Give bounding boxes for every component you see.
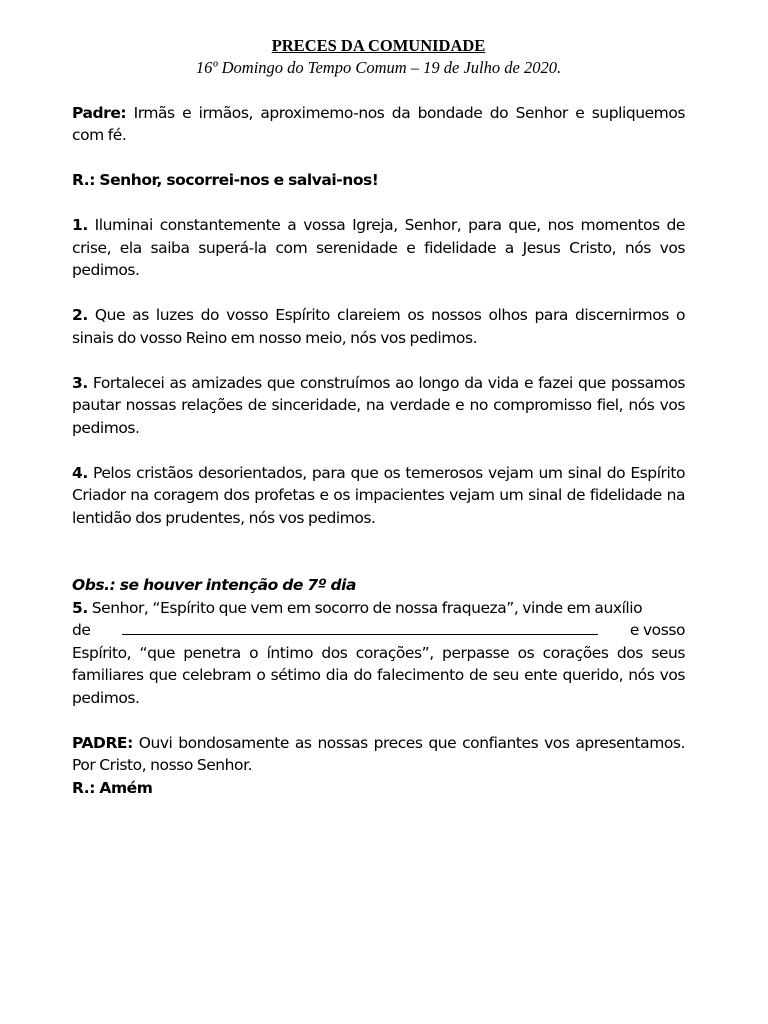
closing-paragraph — [72, 732, 685, 777]
prayer-text: Fortalecei as amizades que construímos ao longo da vida e fazei que possamos pautar nossas relações de sinceridade, na verdade e no compromisso fiel, nós vos pedimos. — [72, 373, 685, 437]
document-subtitle: 16º Domingo do Tempo Comum – 19 de Julho de 2020. — [195, 58, 562, 77]
blank-suffix: e vosso — [629, 621, 685, 639]
prayer-text: Iluminai constantemente a vossa Igreja, Senhor, para que, nos momentos de crise, ela saiba superá-la com serenidade e fidelidade a Jesus Cristo, nós vos pedimos. — [72, 216, 685, 279]
prayer-text: Que as luzes do vosso Espírito clareiem os nossos olhos para discernirmos o sinais do vosso Reino em nosso meio, nós vos pedimos. — [72, 306, 685, 347]
intro-speaker: Padre: — [72, 103, 127, 122]
prayer-number: 2. — [72, 306, 88, 324]
closing-speaker: PADRE: — [72, 733, 133, 752]
name-blank-field — [122, 620, 598, 635]
obs-heading: Obs.: se houver intenção de 7º dia — [72, 576, 356, 594]
intro-text: Irmãs e irmãos, aproximemo-nos da bondade do Senhor e supliquemos com fé. — [72, 103, 685, 144]
prayer-3 — [72, 372, 685, 440]
closing-text: Ouvi bondosamente as nossas preces que confiantes vos apresentamos. Por Cristo, nosso Senhor. — [72, 733, 685, 774]
prayer-4 — [72, 462, 685, 530]
prayer-1 — [72, 214, 685, 282]
prayer-number: 4. — [72, 463, 88, 482]
prayer-5-rest: Espírito, “que penetra o íntimo dos corações”, perpasse os corações dos seus familiares que celebram o sétimo dia do falecimento de seu ente querido, nós vos pedimos. — [72, 643, 685, 707]
prayer-5-blank-line — [72, 619, 685, 642]
prayer-5-line1 — [72, 597, 685, 620]
document-title: PRECES DA COMUNIDADE — [271, 36, 486, 55]
response-line: R.: Senhor, socorrei-nos e salvai-nos! — [72, 171, 379, 189]
document-page — [72, 35, 685, 799]
prayer-number: 5. — [72, 598, 88, 617]
amen-line: R.: Amém — [72, 778, 153, 797]
prayer-text: Pelos cristãos desorientados, para que os temerosos vejam um sinal do Espírito Criador na coragem dos profetas e os impacientes vejam um sinal de fidelidade na lentidão dos prudentes, nós vos pedimos. — [72, 463, 685, 527]
prayer-number: 1. — [72, 216, 88, 234]
intro-paragraph — [72, 102, 685, 147]
prayer-number: 3. — [72, 373, 88, 392]
prayer-text: Senhor, “Espírito que vem em socorro de nossa fraqueza”, vinde em auxílio — [87, 598, 643, 617]
prayer-2 — [72, 304, 685, 349]
blank-prefix: de — [72, 621, 91, 639]
